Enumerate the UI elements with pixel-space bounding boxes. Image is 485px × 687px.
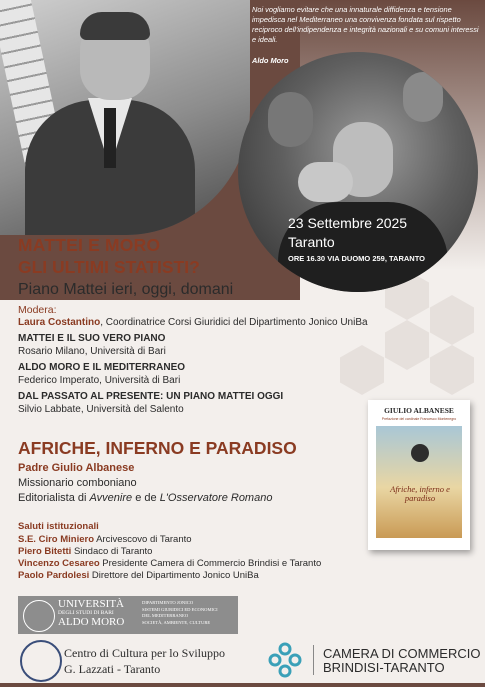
newspaper-2: L'Osservatore Romano <box>159 492 273 504</box>
university-seal-icon <box>23 600 55 632</box>
talk-title: MATTEI E IL SUO VERO PIANO <box>18 333 166 344</box>
book-section-title: AFRICHE, INFERNO E PARADISO <box>18 438 297 458</box>
greeting-row <box>18 558 321 569</box>
editorial-prefix: Editorialista di <box>18 492 90 504</box>
book-author: GIULIO ALBANESE <box>384 406 454 415</box>
bottom-strip <box>0 683 485 687</box>
greeting-row <box>18 534 192 545</box>
book-title: Afriche, inferno e paradiso <box>390 484 450 503</box>
culture-center-line1: Centro di Cultura per lo Sviluppo <box>64 646 225 660</box>
event-date: 23 Settembre 2025 <box>288 215 408 231</box>
greeting-role: Arcivescovo di Taranto <box>94 534 192 545</box>
culture-center-name <box>64 645 225 677</box>
talk-speaker: Rosario Milano, Università di Bari <box>18 346 166 357</box>
chamber-divider <box>313 645 314 675</box>
book-section-role: Missionario comboniano <box>18 477 137 489</box>
greeting-row <box>18 546 152 557</box>
talk-speaker: Federico Imperato, Università di Bari <box>18 375 181 386</box>
newspaper-1: Avvenire <box>89 492 133 504</box>
culture-center-line2: G. Lazzati - Taranto <box>64 662 161 676</box>
moderation-label: Modera: <box>18 304 57 316</box>
book-section-editorial <box>18 492 272 504</box>
greeting-role: Direttore del Dipartimento Jonico UniBa <box>89 570 259 581</box>
moderator-role: , Coordinatrice Corsi Giuridici del Dipartimento Jonico UniBa <box>100 317 368 328</box>
editorial-and: e de <box>132 492 160 504</box>
greeting-role: Presidente Camera di Commercio Brindisi e Taranto <box>99 558 322 569</box>
quote-author: Aldo Moro <box>252 56 289 65</box>
talk-title: ALDO MORO E IL MEDITERRANEO <box>18 362 186 373</box>
chamber-logo-icon <box>266 641 304 679</box>
chamber-name <box>323 647 480 675</box>
department-name <box>142 600 218 626</box>
university-line2: DEGLI STUDI DI BARI <box>58 610 114 616</box>
quote-text: Noi vogliamo evitare che una innaturale diffidenza e tensione impedisca nel Mediterraneo una convivenza fondata sul rispetto reciproco dell'indipendenza e integrità nazionali e su comuni interessi e ideali. <box>252 5 479 44</box>
greetings-label: Saluti istituzionali <box>18 521 99 532</box>
culture-center-seal-icon <box>20 640 62 682</box>
greeting-name: Piero Bitetti <box>18 546 72 557</box>
headline-line2: GLI ULTIMI STATISTI? <box>18 257 200 277</box>
headline-line1: MATTEI E MORO <box>18 235 161 255</box>
book-artwork <box>376 426 462 538</box>
greeting-name: Vincenzo Cesareo <box>18 558 100 569</box>
greeting-role: Sindaco di Taranto <box>71 546 153 557</box>
talk-title: DAL PASSATO AL PRESENTE: UN PIANO MATTEI OGGI <box>18 391 284 402</box>
greeting-name: Paolo Pardolesi <box>18 570 90 581</box>
headline-subtitle: Piano Mattei ieri, oggi, domani <box>18 281 234 298</box>
department-line4: SOCIETÀ, AMBIENTE, CULTURE <box>142 619 211 625</box>
event-city: Taranto <box>288 234 335 250</box>
university-name <box>58 599 124 628</box>
greeting-name: S.E. Ciro Miniero <box>18 534 95 545</box>
moderation-line <box>18 317 368 328</box>
chamber-line2: BRINDISI-TARANTO <box>323 660 445 675</box>
chamber-line1: CAMERA DI COMMERCIO <box>323 646 481 661</box>
university-line1: UNIVERSITÀ <box>58 598 124 610</box>
book-section-speaker: Padre Giulio Albanese <box>18 462 135 474</box>
department-line1: DIPARTIMENTO JONICO <box>142 600 194 605</box>
talk-speaker: Silvio Labbate, Università del Salento <box>18 404 184 415</box>
book-preface: Prefazione del cardinale Francesco Montenegro <box>381 417 457 421</box>
department-line3: DEL MEDITERRANEO <box>142 613 189 618</box>
university-line3: ALDO MORO <box>58 616 125 628</box>
event-time-place: ORE 16.30 VIA DUOMO 259, TARANTO <box>288 254 425 263</box>
university-logo <box>18 596 238 634</box>
greeting-row <box>18 570 259 581</box>
book-cover <box>368 400 470 550</box>
department-line2: SISTEMI GIURIDICI ED ECONOMICI <box>142 606 218 612</box>
moderator-name: Laura Costantino <box>18 317 101 328</box>
